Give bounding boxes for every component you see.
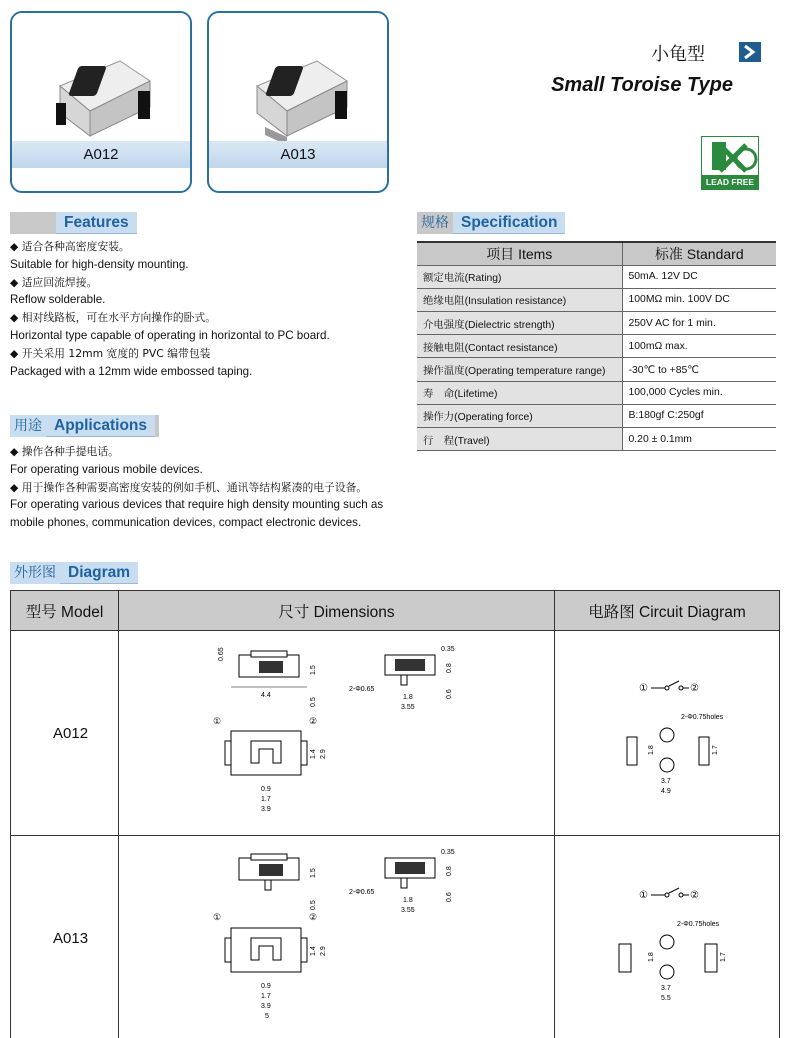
spec-key-en: (Operating temperature range) <box>464 366 606 378</box>
spec-key-zh: 绝缘电阻 <box>423 295 465 308</box>
diagram-table <box>10 590 780 1038</box>
dim-label: 2.9 <box>320 946 327 956</box>
spec-key-zh: 操作温度 <box>423 365 465 378</box>
spec-value: 0.20 ± 0.1mm <box>622 428 776 451</box>
feature-en: Suitable for high-density mounting. <box>10 257 189 271</box>
specification-title: Specification <box>453 212 565 234</box>
dim-label: 0.5 <box>310 697 317 707</box>
spec-row <box>417 312 776 335</box>
col-model: 型号 Model <box>11 591 119 631</box>
model-name: A013 <box>11 836 119 1038</box>
title-en: Small Toroise Type <box>551 74 733 96</box>
dim-label: 3.7 <box>661 778 671 785</box>
feature-en: Horizontal type capable of operating in horizontal to PC board. <box>10 328 330 342</box>
dim-label: 1.7 <box>720 952 727 962</box>
feature-zh: ◆ 相对线路板，可在水平方向操作的卧式。 <box>10 311 217 325</box>
spec-key-zh: 操作力 <box>423 411 455 424</box>
dim-label: 3.55 <box>401 704 415 711</box>
terminal-mark: ② <box>309 716 318 726</box>
col-items: 项目 Items <box>417 242 622 265</box>
dim-label: 0.8 <box>446 866 453 876</box>
dim-label: 4.9 <box>661 788 671 795</box>
switch-terminal: ② <box>690 683 699 694</box>
diagram-row-a013 <box>11 836 780 1038</box>
col-dimensions: 尺寸 Dimensions <box>119 591 555 631</box>
switch-terminal: ① <box>639 890 648 901</box>
dim-label: 3.9 <box>261 1003 271 1010</box>
dim-label: 1.7 <box>712 745 719 755</box>
spec-row <box>417 428 776 451</box>
terminal-mark: ② <box>309 912 318 922</box>
diagram-title-cn: 外形图 <box>10 562 60 584</box>
dim-label: 5.5 <box>661 995 671 1002</box>
application-zh: ◆ 操作各种手提电话。 <box>10 445 119 458</box>
spec-value: 50mA. 12V DC <box>622 265 776 288</box>
diagram-row-a012 <box>11 631 780 836</box>
spec-key-zh: 行 程 <box>423 434 455 447</box>
dim-label: 1.4 <box>310 749 317 759</box>
product-card-a012 <box>10 11 192 193</box>
spec-row <box>417 265 776 288</box>
spec-row <box>417 335 776 358</box>
spec-key-en: (Contact resistance) <box>464 342 558 354</box>
spec-header-row <box>417 242 776 265</box>
spec-value: 250V AC for 1 min. <box>622 312 776 335</box>
dim-label: 2-Φ0.65 <box>349 889 375 896</box>
spec-key-en: (Operating force) <box>454 412 533 424</box>
feature-zh: ◆ 开关采用 12mm 宽度的 PVC 编带包装 <box>10 346 211 360</box>
dim-label: 1.8 <box>403 694 413 701</box>
col-standard: 标准 Standard <box>622 242 776 265</box>
dim-label: 5 <box>265 1013 269 1020</box>
dim-label: 0.9 <box>261 786 271 793</box>
diagram-header-row <box>11 591 780 631</box>
dim-label: 0.6 <box>446 892 453 902</box>
switch-terminal: ① <box>639 683 648 694</box>
applications-heading <box>10 415 159 437</box>
title-cn: 小龟型 <box>651 44 705 65</box>
circuit-diagram-a012 <box>555 631 780 836</box>
spec-key-zh: 寿 命 <box>423 388 455 401</box>
product-label: A013 <box>209 141 387 168</box>
circuit-diagram-a013 <box>555 836 780 1038</box>
terminal-mark: ① <box>213 716 222 726</box>
spec-key-en: (Rating) <box>464 273 502 285</box>
holes-label: 2-Φ0.75holes <box>677 921 720 928</box>
dim-label: 1.4 <box>310 946 317 956</box>
spec-value: 100mΩ max. <box>622 335 776 358</box>
spec-row <box>417 381 776 404</box>
product-photo-a012 <box>12 13 190 168</box>
applications-list <box>10 443 410 532</box>
dim-label: 0.8 <box>446 663 453 673</box>
specification-heading <box>417 212 565 234</box>
model-name: A012 <box>11 631 119 836</box>
lead-free-icon <box>702 137 760 177</box>
dim-label: 0.35 <box>441 849 455 856</box>
feature-zh: ◆ 适合各种高密度安装。 <box>10 240 130 253</box>
feature-en: Packaged with a 12mm wide embossed taping. <box>10 364 253 378</box>
diagram-heading <box>10 562 138 584</box>
spec-key-zh: 额定电流 <box>423 272 465 285</box>
dim-label: 3.9 <box>261 806 271 813</box>
spec-key-zh: 接触电阻 <box>423 341 465 354</box>
dim-label: 0.9 <box>261 983 271 990</box>
spec-value: 100,000 Cycles min. <box>622 381 776 404</box>
spec-value: B:180gf C:250gf <box>622 404 776 427</box>
spec-key-en: (Insulation resistance) <box>464 296 567 308</box>
dim-label: 1.7 <box>261 796 271 803</box>
dim-label: 0.5 <box>310 900 317 910</box>
dim-label: 1.5 <box>310 665 317 675</box>
spec-key-en: (Lifetime) <box>454 389 498 401</box>
product-card-a013 <box>207 11 389 193</box>
application-en: For operating various mobile devices. <box>10 462 203 476</box>
spec-key-zh: 介电强度 <box>423 318 465 331</box>
spec-value: 100MΩ min. 100V DC <box>622 288 776 311</box>
features-list <box>10 238 330 380</box>
specification-table <box>417 241 776 451</box>
dim-label: 1.7 <box>261 993 271 1000</box>
chevron-right-icon <box>739 42 761 62</box>
dim-label: 4.4 <box>261 692 271 699</box>
feature-en: Reflow solderable. <box>10 293 106 307</box>
dim-label: 0.6 <box>446 689 453 699</box>
page-title <box>551 40 733 97</box>
product-label: A012 <box>12 141 190 168</box>
dim-label: 2.9 <box>320 749 327 759</box>
application-zh: ◆ 用于操作各种需要高密度安装的例如手机、通讯等结构紧凑的电子设备。 <box>10 480 368 494</box>
features-heading <box>10 212 137 234</box>
applications-title-cn: 用途 <box>10 415 46 437</box>
dim-label: 3.7 <box>661 985 671 992</box>
spec-row <box>417 404 776 427</box>
spec-row <box>417 288 776 311</box>
spec-value: -30℃ to +85℃ <box>622 358 776 381</box>
dim-label: 3.55 <box>401 907 415 914</box>
diagram-title: Diagram <box>60 562 138 584</box>
spec-key-en: (Dielectric strength) <box>464 319 555 331</box>
dim-label: 1.8 <box>648 745 655 755</box>
product-photo-a013 <box>209 13 387 168</box>
specification-title-cn: 规格 <box>417 212 453 234</box>
lead-free-label: LEAD FREE <box>702 175 758 189</box>
dimension-drawing-a012 <box>119 631 555 836</box>
spec-key-en: (Travel) <box>454 435 490 447</box>
applications-title: Applications <box>46 415 155 437</box>
switch-terminal: ② <box>690 890 699 901</box>
feature-zh: ◆ 适应回流焊接。 <box>10 275 98 289</box>
spec-row <box>417 358 776 381</box>
dim-label: 1.5 <box>310 868 317 878</box>
features-title: Features <box>56 212 137 234</box>
holes-label: 2-Φ0.75holes <box>681 714 724 721</box>
application-en: For operating various devices that require high density mounting such as mobile phones, communication devices, compact electronic devices. <box>10 498 384 530</box>
dimension-drawing-a013 <box>119 836 555 1038</box>
lead-free-badge <box>701 136 759 190</box>
dim-label: 1.8 <box>403 897 413 904</box>
dim-label: 2-Φ0.65 <box>349 686 375 693</box>
dim-label: 0.65 <box>218 647 225 661</box>
dim-label: 1.8 <box>648 952 655 962</box>
col-circuit: 电路图 Circuit Diagram <box>555 591 780 631</box>
terminal-mark: ① <box>213 912 222 922</box>
dim-label: 0.35 <box>441 646 455 653</box>
